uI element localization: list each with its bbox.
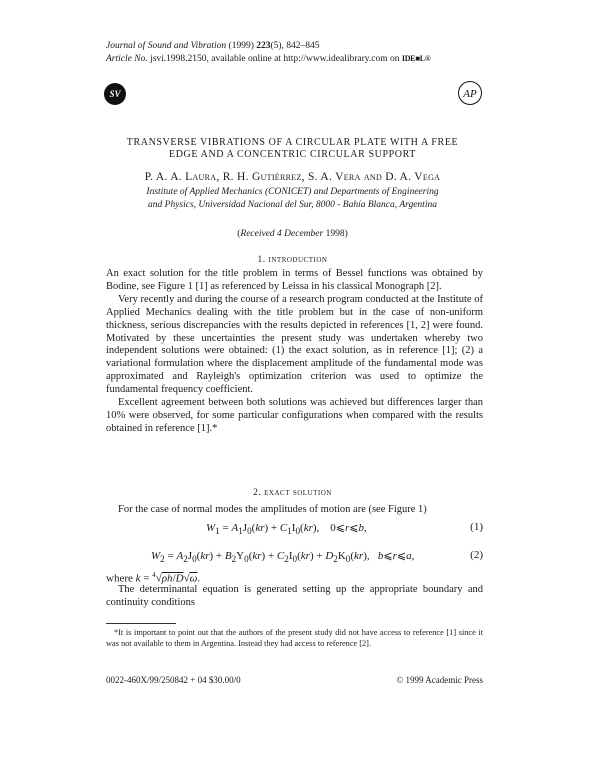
institution-line-2: and Physics, Universidad Nacional del Sur, 8000 - Bahía Blanca, Argentina [148, 199, 437, 210]
paragraph: An exact solution for the title problem in terms of Bessel functions was obtained by Bodine, see Figure 1 [1] as referenced by Leissa in his classical Monograph [2]. [106, 268, 483, 292]
paper-title [100, 137, 485, 161]
equation-2 [106, 549, 483, 563]
paragraph: The determinantal equation is generated setting up the appropriate boundary and continuity conditions [106, 584, 483, 608]
where-line: where k = $^4$√ρh/D√ω. [106, 571, 201, 585]
institution-line-1: Institute of Applied Mechanics (CONICET) and Departments of Engineering [146, 187, 439, 197]
copyright: © 1999 Academic Press [396, 675, 483, 685]
institution [100, 186, 485, 211]
section-2-closing [106, 584, 483, 610]
received-label: Received [240, 229, 275, 239]
equation-1 [106, 521, 483, 535]
journal-issue-pages: (5), 842–845 [270, 41, 320, 51]
journal-citation [106, 40, 320, 52]
paragraph: For the case of normal modes the amplitudes of motion are (see Figure 1) [118, 504, 427, 515]
ap-logo [457, 80, 483, 106]
paragraph: Very recently and during the course of a research program conducted at the Institute of Applied Mechanics dealing with the title problem but in the case of non-uniform thickness, serious discrepancies with the results depicted in references [1, 2] were found. Motivated by these uncertainties the present study was undertaken whereby two independent solutions were obtained: (1) the exact solution, as in reference [1]; (2) a variational formulation where the displacement amplitude of the fundamental mode was approximated and Rayleigh's optimization criterion was used to optimize the fundamental frequency coefficient. [106, 293, 483, 396]
journal-year: (1999) [228, 41, 254, 51]
footnote-text: *It is important to point out that the authors of the present study did not have access to reference [1] since it was not available to them in Argentina. Instead they had access to reference [2]. [106, 628, 483, 648]
article-line [106, 53, 430, 65]
equation-1-number: (1) [470, 521, 483, 533]
title-line-2: EDGE AND A CONCENTRIC CIRCULAR SUPPORT [169, 149, 416, 160]
where-label: where [106, 572, 133, 585]
received-year: 1998 [325, 229, 345, 239]
equation-2-number: (2) [470, 549, 483, 561]
journal-volume: 223 [256, 41, 271, 51]
authors: P. A. A. Laura, R. H. Gutiérrez, S. A. Vera and D. A. Vega [144, 171, 441, 183]
paragraph: Excellent agreement between both solutions was achieved but differences larger than 10% were observed, for some particular configurations when compared with the results obtained in reference [1].* [106, 397, 483, 434]
sv-logo: SV [104, 83, 126, 105]
title-line-1: TRANSVERSE VIBRATIONS OF A CIRCULAR PLATE WITH A FREE [126, 137, 459, 148]
footnote-divider [106, 623, 176, 624]
journal-name: Journal of Sound and Vibration [106, 41, 227, 51]
ap-logo-text: AP [463, 88, 477, 100]
article-label: Article No. [106, 54, 148, 64]
received-date: (Received 4 December 1998) [237, 229, 348, 239]
article-code: 0022-460X/99/250842 + 04 $30.00/0 [106, 675, 241, 685]
section-2-intro [106, 504, 483, 517]
section-1-heading: 1. introduction [257, 255, 328, 265]
footnote [106, 628, 483, 649]
ideal-logo: IDE■L® [401, 54, 431, 63]
equation-2-body: $W_2 = A_2J_0(kr) + B_2Y_0(kr) + C_2I_0(kr) + D_2K_0(kr)$, b⩽r⩽a, [151, 550, 415, 565]
received-day-month: 4 December [277, 229, 324, 239]
section-1-body [106, 268, 483, 436]
section-2-heading: 2. exact solution [253, 488, 332, 498]
equation-1-body: $W_1 = A_1J_0(kr) + C_1I_0(kr)$, 0⩽r⩽b, [206, 522, 367, 537]
article-text[interactable]: jsvi.1998.2150, available online at http://www.idealibrary.com on [150, 54, 400, 64]
